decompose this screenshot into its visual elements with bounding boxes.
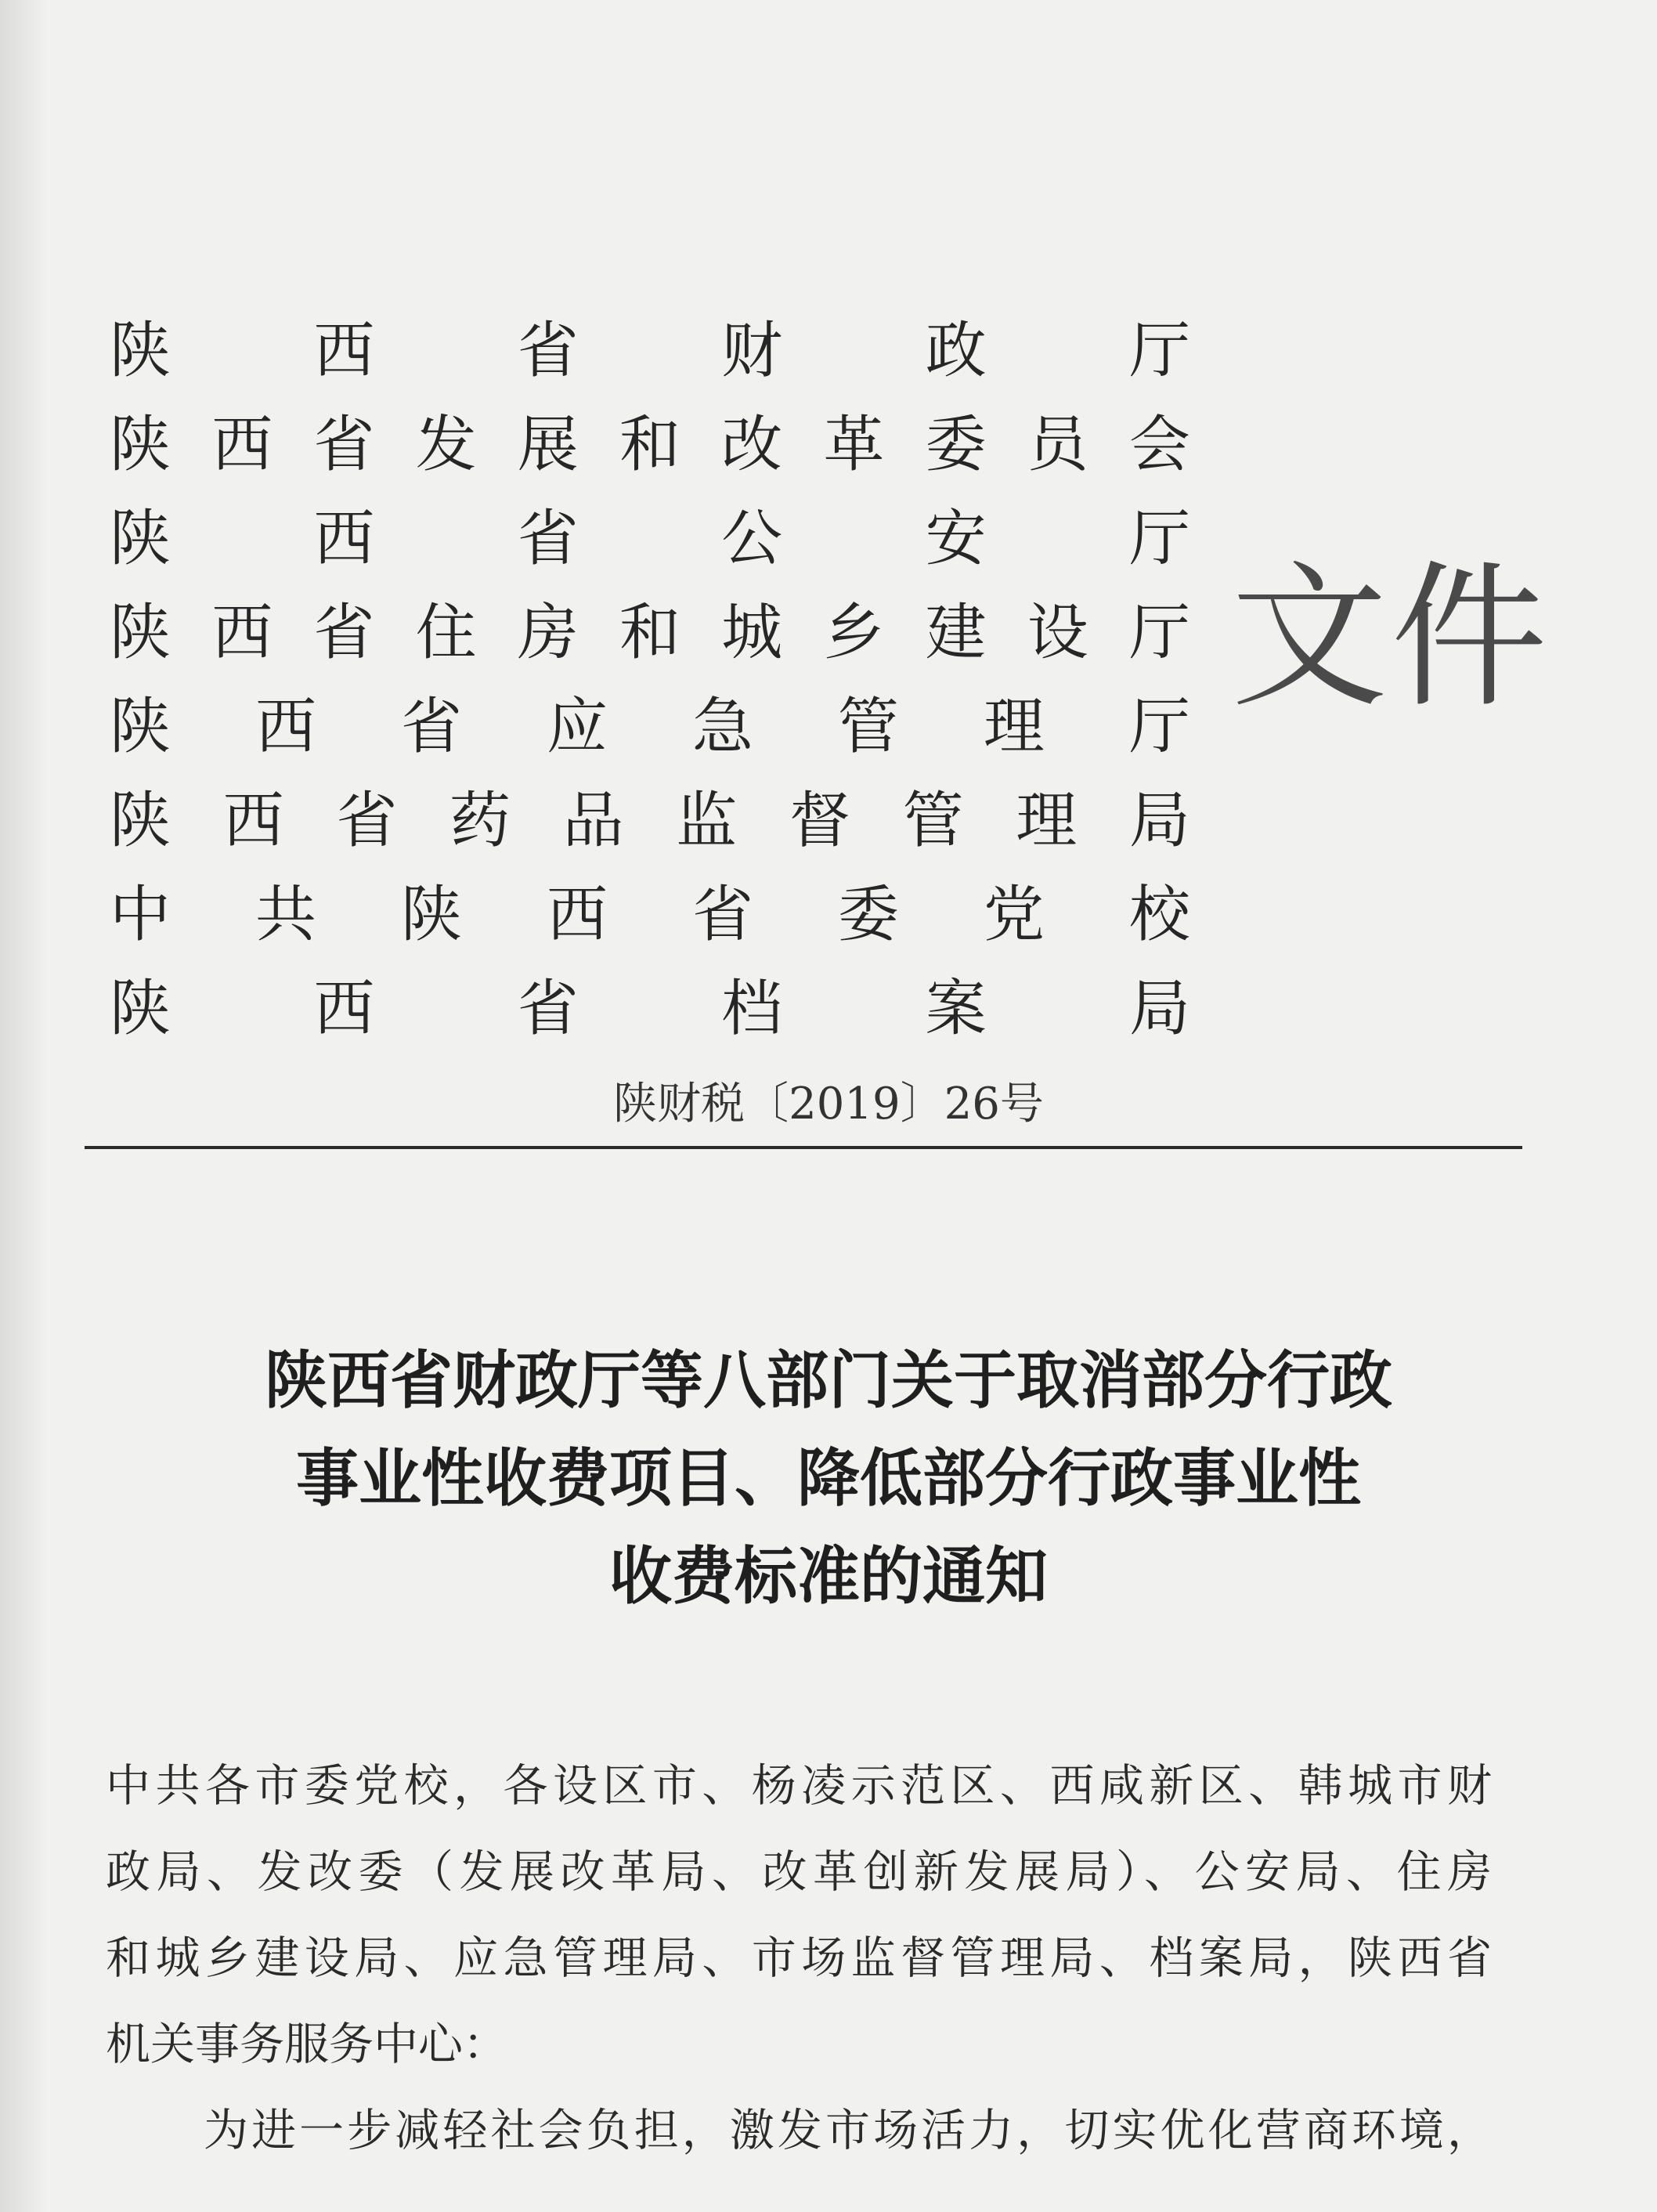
organization-char: 理 (1016, 786, 1078, 856)
organization-char: 展 (517, 410, 579, 480)
addressee-line: 中共各市委党校，各设区市、杨凌示范区、西咸新区、韩城市财 (106, 1760, 1492, 1812)
title-line: 陕西省财政厅等八部门关于取消部分行政 (265, 1344, 1392, 1417)
organization-char: 案 (925, 974, 987, 1044)
organization-char: 理 (983, 692, 1045, 762)
organization-char: 省 (313, 598, 375, 668)
organization-char: 陕 (110, 692, 171, 762)
organization-char: 西 (313, 504, 375, 574)
organization-char: 省 (517, 504, 579, 574)
organization-char: 药 (449, 786, 511, 856)
organization-name (110, 492, 1190, 586)
organization-char: 省 (400, 692, 462, 762)
organization-char: 急 (691, 692, 753, 762)
organization-char: 西 (313, 316, 375, 386)
organization-char: 财 (721, 316, 783, 386)
organization-char: 管 (837, 692, 899, 762)
organization-char: 革 (823, 410, 885, 480)
header-divider-line (85, 1146, 1522, 1149)
organization-name (110, 774, 1190, 868)
addressee-line: 政局、发改委（发展改革局、改革创新发展局）、公安局、住房 (106, 1846, 1492, 1898)
organization-char: 厅 (1128, 692, 1190, 762)
organization-char: 省 (691, 880, 753, 950)
organization-char: 党 (983, 880, 1045, 950)
organization-char: 省 (336, 786, 398, 856)
document-number: 陕财税〔2019〕26号 (613, 1079, 1044, 1129)
organization-char: 城 (721, 598, 783, 668)
organization-char: 改 (721, 410, 783, 480)
organization-char: 陕 (400, 880, 462, 950)
addressee-line: 和城乡建设局、应急管理局、市场监督管理局、档案局，陕西省 (106, 1932, 1492, 1984)
organization-char: 政 (925, 316, 987, 386)
organization-char: 西 (313, 974, 375, 1044)
organization-char: 委 (837, 880, 899, 950)
organization-char: 厅 (1128, 598, 1190, 668)
organization-char: 陕 (110, 786, 171, 856)
organization-char: 西 (211, 598, 273, 668)
organization-char: 西 (255, 692, 316, 762)
organization-char: 公 (721, 504, 783, 574)
organization-char: 共 (255, 880, 316, 950)
organization-char: 西 (222, 786, 284, 856)
organization-char: 陕 (110, 316, 171, 386)
organization-char: 省 (313, 410, 375, 480)
organization-name (110, 962, 1190, 1056)
organization-char: 校 (1128, 880, 1190, 950)
organization-char: 会 (1128, 410, 1190, 480)
organization-char: 局 (1128, 974, 1190, 1044)
organization-char: 员 (1027, 410, 1088, 480)
organization-char: 建 (925, 598, 987, 668)
organization-char: 发 (415, 410, 477, 480)
organization-char: 陕 (110, 410, 171, 480)
organization-char: 陕 (110, 504, 171, 574)
organization-char: 西 (546, 880, 608, 950)
organization-char: 房 (517, 598, 579, 668)
organization-char: 陕 (110, 598, 171, 668)
organization-char: 住 (415, 598, 477, 668)
organization-char: 局 (1128, 786, 1190, 856)
organization-char: 委 (925, 410, 987, 480)
organization-char: 和 (619, 598, 680, 668)
document-body (106, 1743, 1492, 2174)
organization-char: 品 (562, 786, 624, 856)
organization-char: 陕 (110, 974, 171, 1044)
organization-char: 西 (211, 410, 273, 480)
organization-name (110, 868, 1190, 962)
organization-char: 管 (902, 786, 964, 856)
title-line: 收费标准的通知 (609, 1540, 1048, 1613)
organization-name (110, 398, 1190, 492)
organization-char: 省 (517, 974, 579, 1044)
organization-char: 厅 (1128, 316, 1190, 386)
organization-char: 中 (110, 880, 171, 950)
organization-char: 乡 (823, 598, 885, 668)
organization-name (110, 680, 1190, 774)
organization-char: 和 (619, 410, 680, 480)
addressee-line: 机关事务服务中心： (106, 2019, 507, 2070)
organization-char: 省 (517, 316, 579, 386)
organization-name (110, 304, 1190, 398)
paragraph-line: 为进一步减轻社会负担，激发市场活力，切实优化营商环境， (204, 2105, 1492, 2156)
organization-char: 设 (1027, 598, 1088, 668)
document-title (0, 1332, 1657, 1625)
title-line: 事业性收费项目、降低部分行政事业性 (296, 1442, 1361, 1515)
organization-char: 监 (676, 786, 738, 856)
organization-char: 厅 (1128, 504, 1190, 574)
file-mark: 文件 (1231, 547, 1551, 729)
organization-char: 应 (546, 692, 608, 762)
organization-char: 档 (721, 974, 783, 1044)
organization-char: 安 (925, 504, 987, 574)
organization-name (110, 586, 1190, 680)
issuing-organizations (110, 304, 1190, 1056)
organization-char: 督 (789, 786, 850, 856)
